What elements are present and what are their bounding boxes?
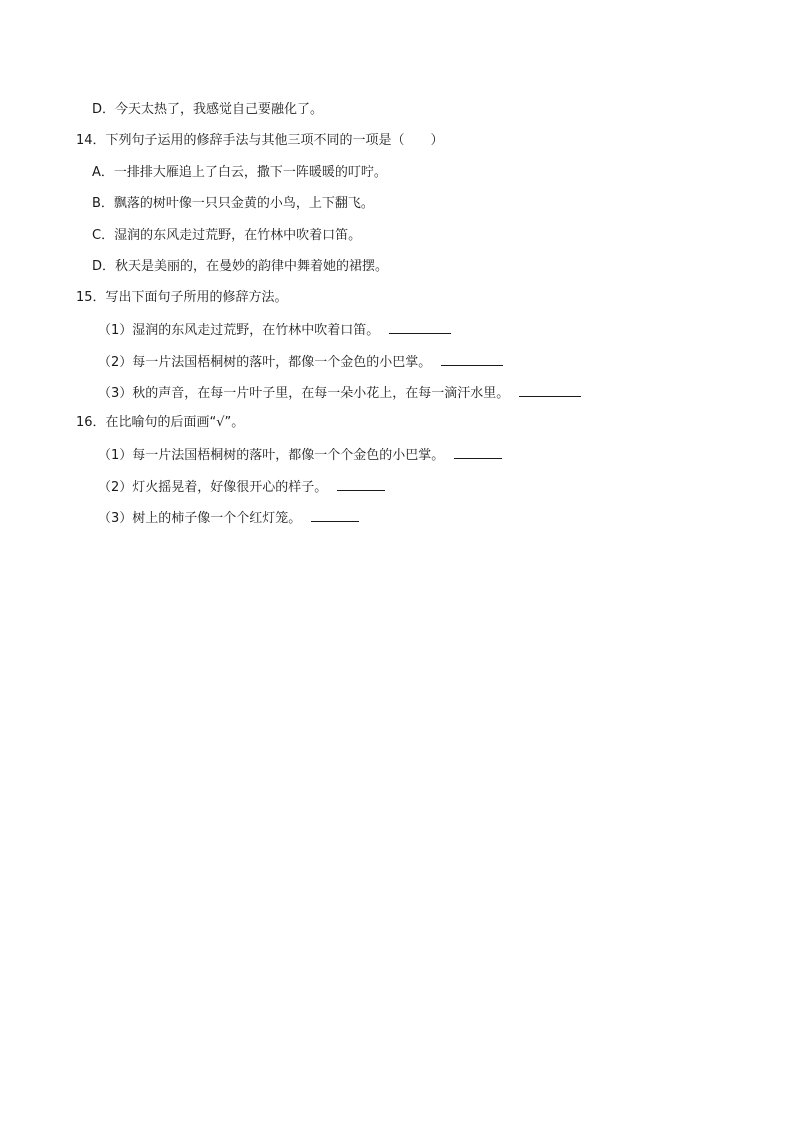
q14-option-c — [92, 226, 361, 246]
q15-item-3-answer-blank[interactable] — [519, 382, 581, 397]
q15-item-1 — [98, 319, 451, 341]
q16-stem-text: 16．在比喻句的后面画“√”。 — [76, 415, 245, 430]
q14-option-a-text: A．一排排大雁追上了白云，撒下一阵暖暖的叮咛。 — [92, 165, 387, 180]
q14-option-d — [92, 257, 388, 277]
q15-item-2-answer-blank[interactable] — [441, 351, 503, 366]
q15-item-3-text: （3）秋的声音，在每一片叶子里，在每一朵小花上，在每一滴汗水里。 — [98, 386, 510, 401]
q15-item-1-answer-blank[interactable] — [389, 319, 451, 334]
q14-option-b — [92, 194, 374, 214]
q16-item-1-text: （1）每一片法国梧桐树的落叶，都像一个个金色的小巴掌。 — [98, 448, 445, 463]
q14-option-b-text: B．飘落的树叶像一只只金黄的小鸟，上下翻飞。 — [92, 196, 374, 211]
q16-item-1 — [98, 444, 502, 466]
q16-stem — [76, 413, 244, 433]
q16-item-2-answer-blank[interactable] — [337, 476, 385, 491]
q15-item-2 — [98, 351, 503, 373]
q15-item-3 — [98, 382, 581, 404]
q14-option-d-text: D．秋天是美丽的，在曼妙的韵律中舞着她的裙摆。 — [92, 259, 389, 274]
q14-stem-text: 14．下列句子运用的修辞手法与其他三项不同的一项是（ ） — [76, 133, 444, 148]
q16-item-3-text: （3）树上的柿子像一个个红灯笼。 — [98, 511, 302, 526]
q13-option-d — [92, 100, 323, 120]
q14-option-c-text: C．湿润的东风走过荒野，在竹林中吹着口笛。 — [92, 228, 362, 243]
q15-stem — [76, 288, 288, 308]
q16-item-2 — [98, 476, 385, 498]
q14-option-a — [92, 163, 387, 183]
q15-stem-text: 15．写出下面句子所用的修辞方法。 — [76, 290, 288, 305]
q13-option-d-text: D．今天太热了，我感觉自己要融化了。 — [92, 102, 324, 117]
q14-stem — [76, 131, 444, 151]
q16-item-1-answer-blank[interactable] — [454, 444, 502, 459]
q15-item-2-text: （2）每一片法国梧桐树的落叶，都像一个金色的小巴掌。 — [98, 355, 432, 370]
q15-item-1-text: （1）湿润的东风走过荒野，在竹林中吹着口笛。 — [98, 323, 380, 338]
q16-item-3 — [98, 507, 359, 529]
q16-item-2-text: （2）灯火摇晃着，好像很开心的样子。 — [98, 480, 328, 495]
q16-item-3-answer-blank[interactable] — [311, 507, 359, 522]
